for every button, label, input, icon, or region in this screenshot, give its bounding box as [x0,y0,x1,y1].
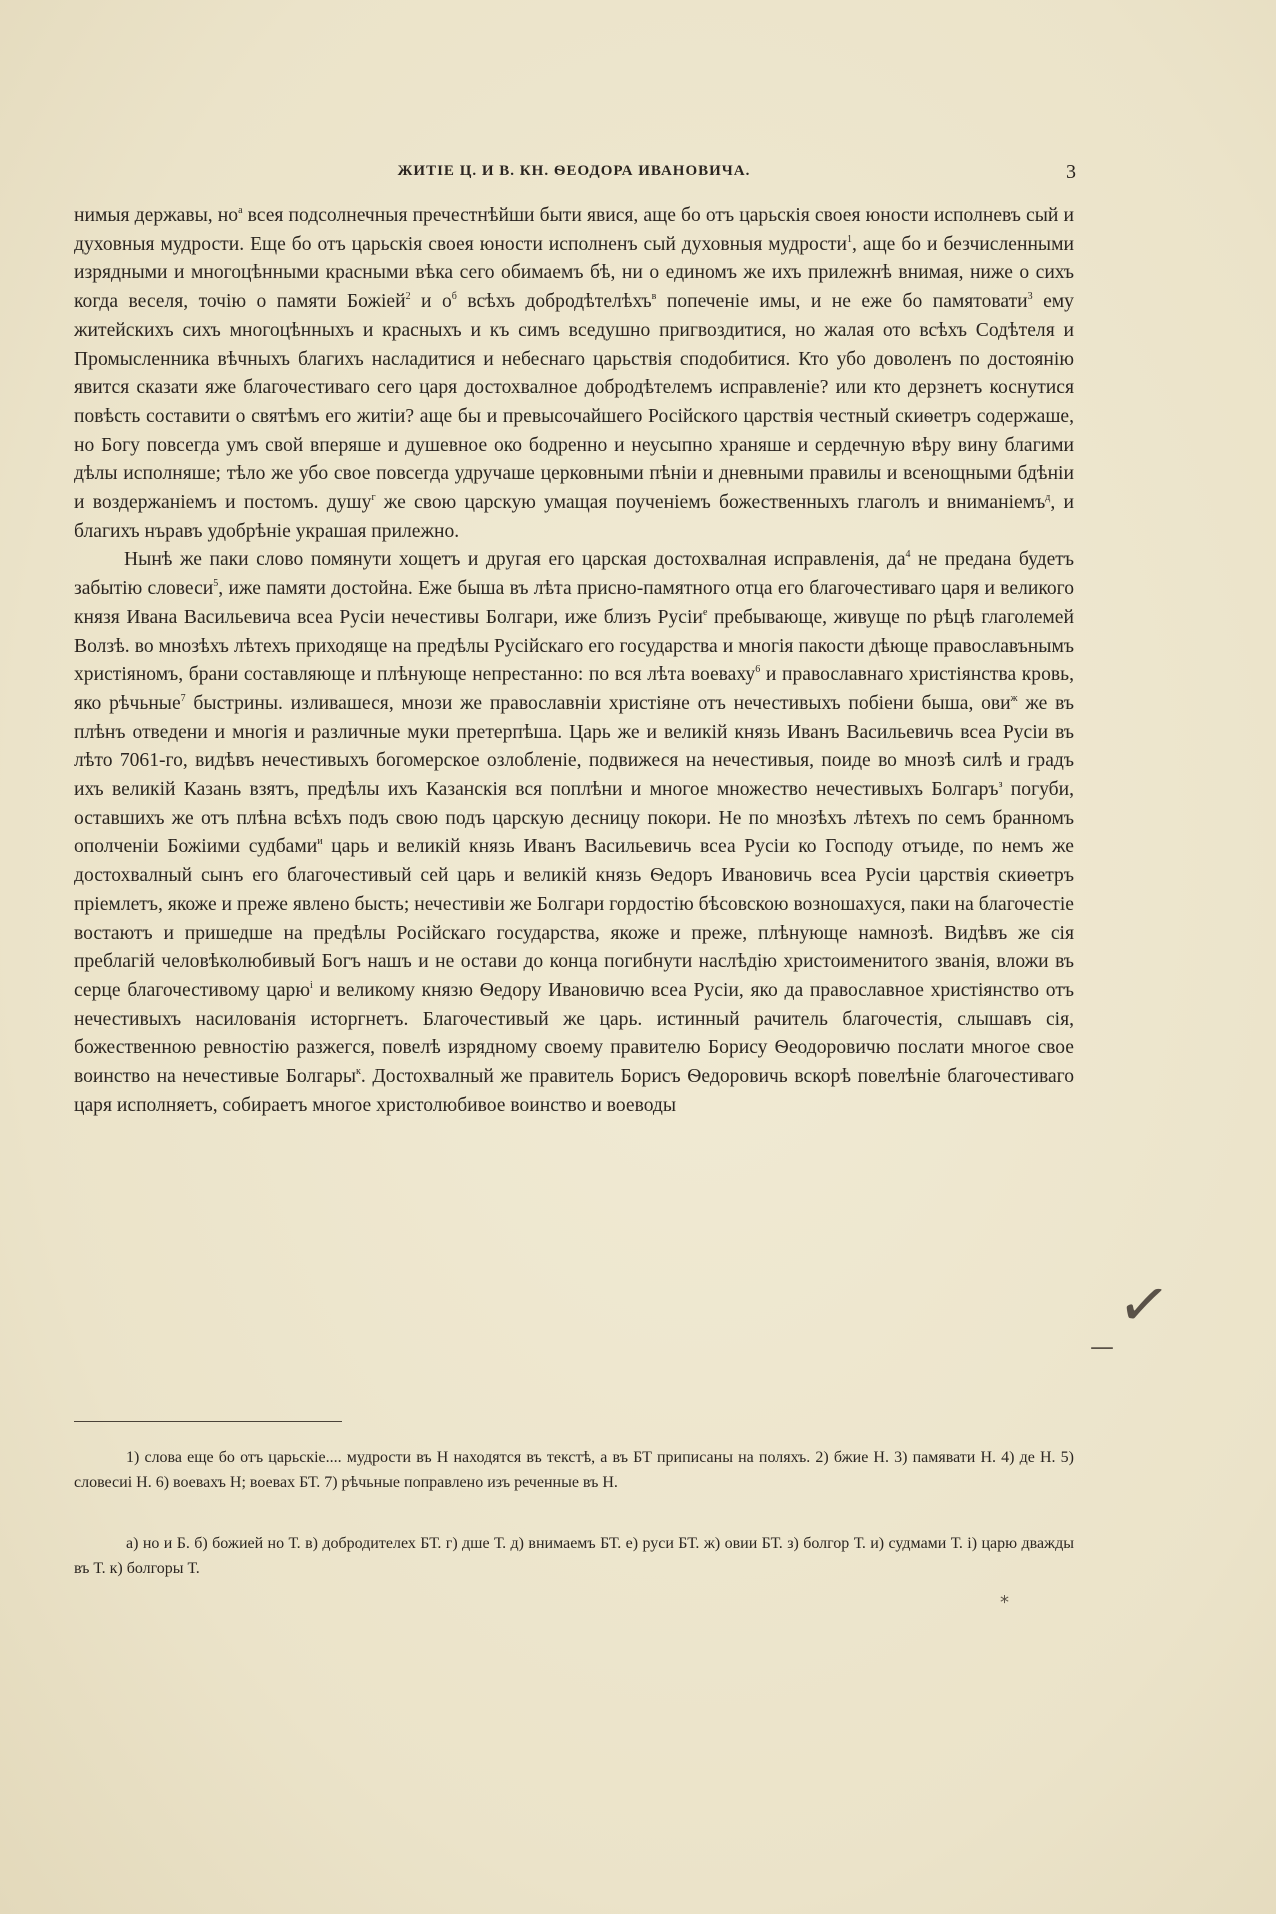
text-run: всея подсолнечныя пречестнѣйши быти явися, аще бо отъ царьскія своея юности исполневъ сый и духовныя мудрости. Еще бо отъ царьскія своея юности исполненъ сый духовныя мудрости [74,205,1074,255]
text-run: не предана будетъ забытію словеси [74,549,1074,600]
footnote-marker: з [998,779,1003,791]
text-run: попеченіе имы, и не еже бо памятовати [656,291,1028,313]
footnote-marker: 2 [405,291,411,303]
footnote-marker: і [309,979,313,991]
text-run: пребывающе, живуще по рѣцѣ глаголемей Волзѣ. во мнозѣхъ лѣтехъ приходяще на предѣлы Русійскаго его государства и многія пакости дѣюще православънымъ христіяномъ, брани составляюще и плѣнующе непрестанно: по вся лѣта воеваху [74,606,1074,686]
margin-dash-mark: — [1090,1333,1114,1361]
paragraph-2 [74,546,1074,1120]
text-run: Нынѣ же паки слово помянути хощетъ и другая его царская достохвалная исправленія, да [124,549,906,571]
footnote-marker: ж [1010,692,1018,704]
page-header [74,163,1074,187]
text-run: , аще бо и безчисленными изрядными и многоцѣнными красными вѣка сего обимаемъ бѣ, ни о единомъ же ихъ прилежнѣ внимая, ниже о сихъ когда веселя, точію о памяти Божіей [74,233,1074,313]
footnote-marker: а [238,205,243,216]
footnote-marker: б [451,291,457,303]
text-run: ему житейскихъ сихъ многоцѣнныхъ и красныхъ и къ симъ вседушно пригвоздитися, но жалая ото всѣхъ Содѣтеля и Промысленника вѣчныхъ благихъ насладитися и небеснаго царьствія сподобитися. Кто убо доволенъ по достоянію явится сказати яже благочестиваго сего царя достохвалное добродѣтелемъ исправленіе? или кто дерзнетъ коснутися повѣсть составити о святѣмъ его житіи? аще бы и превысочайшего Російского царствія честный скиѳетръ содержаше, но Богу повсегда умъ свой вперяше и душевное око бодренно и неусыпно храняше и сердечную вѣру вину благими дѣлы исполняше; тѣло же убо свое повсегда удручаше церковными пѣніи и дневными правилы и всенощными бдѣніи и воздержаніемъ и постомъ. душу [74,291,1074,514]
text-run: и о [410,291,452,313]
text-run: царь и великій князь Иванъ Васильевичь всеа Русіи ко Господу отъиде, по немъ же достохвалный сынъ его благочестивый сей царь и великій князь Ѳедоръ Ивановичь всеа Русіи царствія скиѳетръ пріемлетъ, якоже и преже явлено бысть; нечестивіи же Болгари гордостію бѣсовскою возношахуся, паки на благочестіе востаютъ и пришедше на предѣлы Російскаго государства, якоже и преже, плѣнующе намнозѣ. Видѣвъ же сія преблагій человѣколюбивый Богъ нашъ и не остави до конца погибнути наслѣдію христоименитого званія, вложи въ серце благочестивому царю [74,836,1074,1001]
text-run: же свою царскую умащая поученіемъ божественныхъ глаголъ и вниманіемъ [375,492,1046,514]
text-run: , иже памяти достойна. Еже быша въ лѣта присно-памятного отца его благочестиваго царя и великого князя Ивана Васильевича всеа Русіи нечестивы Болгари, иже близъ Русіи [74,578,1075,628]
text-run: же въ плѣнъ отведени и многія и различные муки претерпѣша. Царь же и великій князь Иванъ Васильевичь всеа Русіи въ лѣто 7061-го, видѣвъ нечестивыхъ богомерское озлобленіе, подвижеся на нечестивыя, поиде во мнозѣ силѣ и градъ ихъ великій Казань взятъ, предѣлы ихъ Казанскія вся поплѣни и многое множество нечестивыхъ Болгаръ [74,692,1074,801]
text-run: и православнаго христіянства кровь, яко рѣчьные [74,664,1074,714]
text-run: , и благихъ нъравъ удобрѣніе украшая прилежно. [74,492,1074,542]
running-title: ЖИТІЕ Ц. И В. КН. ѲЕОДОРА ИВАНОВИЧА. [397,163,751,179]
footnote-marker: и [317,836,323,848]
text-run: нимыя державы, но [74,205,239,226]
footnote-marker: 1 [847,233,853,245]
footnotes-lettered-text: а) но и Б. б) божией но Т. в) добродителех БТ. г) дше Т. д) внимаемъ БТ. е) руси БТ. ж) овии БТ. з) болгор Т. и) судмами Т. і) царю дважды въ Т. к) болгоры Т. [74,1535,1074,1577]
footnotes-numbered-text: 1) слова еще бо отъ царьскіе.... мудрости въ Н находятся въ текстѣ, а въ БТ приписаны на поляхъ. 2) бжие Н. 3) памявати Н. 4) де Н. 5) словесиі Н. 6) воевахъ Н; воевах БТ. 7) рѣчьные поправлено изъ реченные въ Н. [74,1449,1074,1491]
margin-check-mark: ✓ [1113,1264,1175,1345]
footnote-marker: 6 [755,664,761,676]
footnote-marker: к [356,1066,361,1078]
footnote-marker: в [651,291,657,303]
footnotes-lettered [74,1532,1074,1581]
text-run: . Достохвалный же правитель Борисъ Ѳедоровичь вскорѣ повелѣніе благочестиваго царя исполняетъ, собираетъ многое христолюбивое воинство и воеводы [74,1066,1075,1116]
footnote-marker: 3 [1027,291,1033,303]
footnote-rule [74,1421,342,1422]
footnote-marker: 4 [905,549,911,561]
footnote-marker: г [371,492,376,504]
footnotes-numbered [74,1446,1074,1495]
text-run: всѣхъ добродѣтелѣхъ [456,291,652,313]
paragraph-1 [74,202,1074,546]
footnote-marker: 5 [213,578,219,590]
footnote-marker: е [702,606,708,618]
main-text [74,202,1074,1121]
text-run: быстрины. изливашеся, мнози же православніи христіяне отъ нечестивыхъ побіени быша, ови [185,692,1011,714]
footnote-marker: д [1045,492,1051,504]
text-run: и великому князю Ѳедору Ивановичю всеа Русіи, яко да православное христіянство отъ нечестивыхъ насилованія исторгнетъ. Благочестивый же царь. истинный рачитель благочестія, слышавъ сія, божественною ревностію разжегся, повелѣ изрядному своему правителю Борису Ѳеодоровичю послати многое свое воинство на нечестивые Болгары [74,979,1075,1088]
page-number: 3 [1066,161,1076,183]
asterisk-mark: * [1000,1592,1009,1613]
text-run: погуби, оставшихъ же отъ плѣна всѣхъ подъ свою подъ царскую десницу покори. Не по мнозѣхъ лѣтехъ по семъ бранномъ ополченіи Божіими судбами [74,779,1074,858]
footnote-marker: 7 [180,692,186,704]
